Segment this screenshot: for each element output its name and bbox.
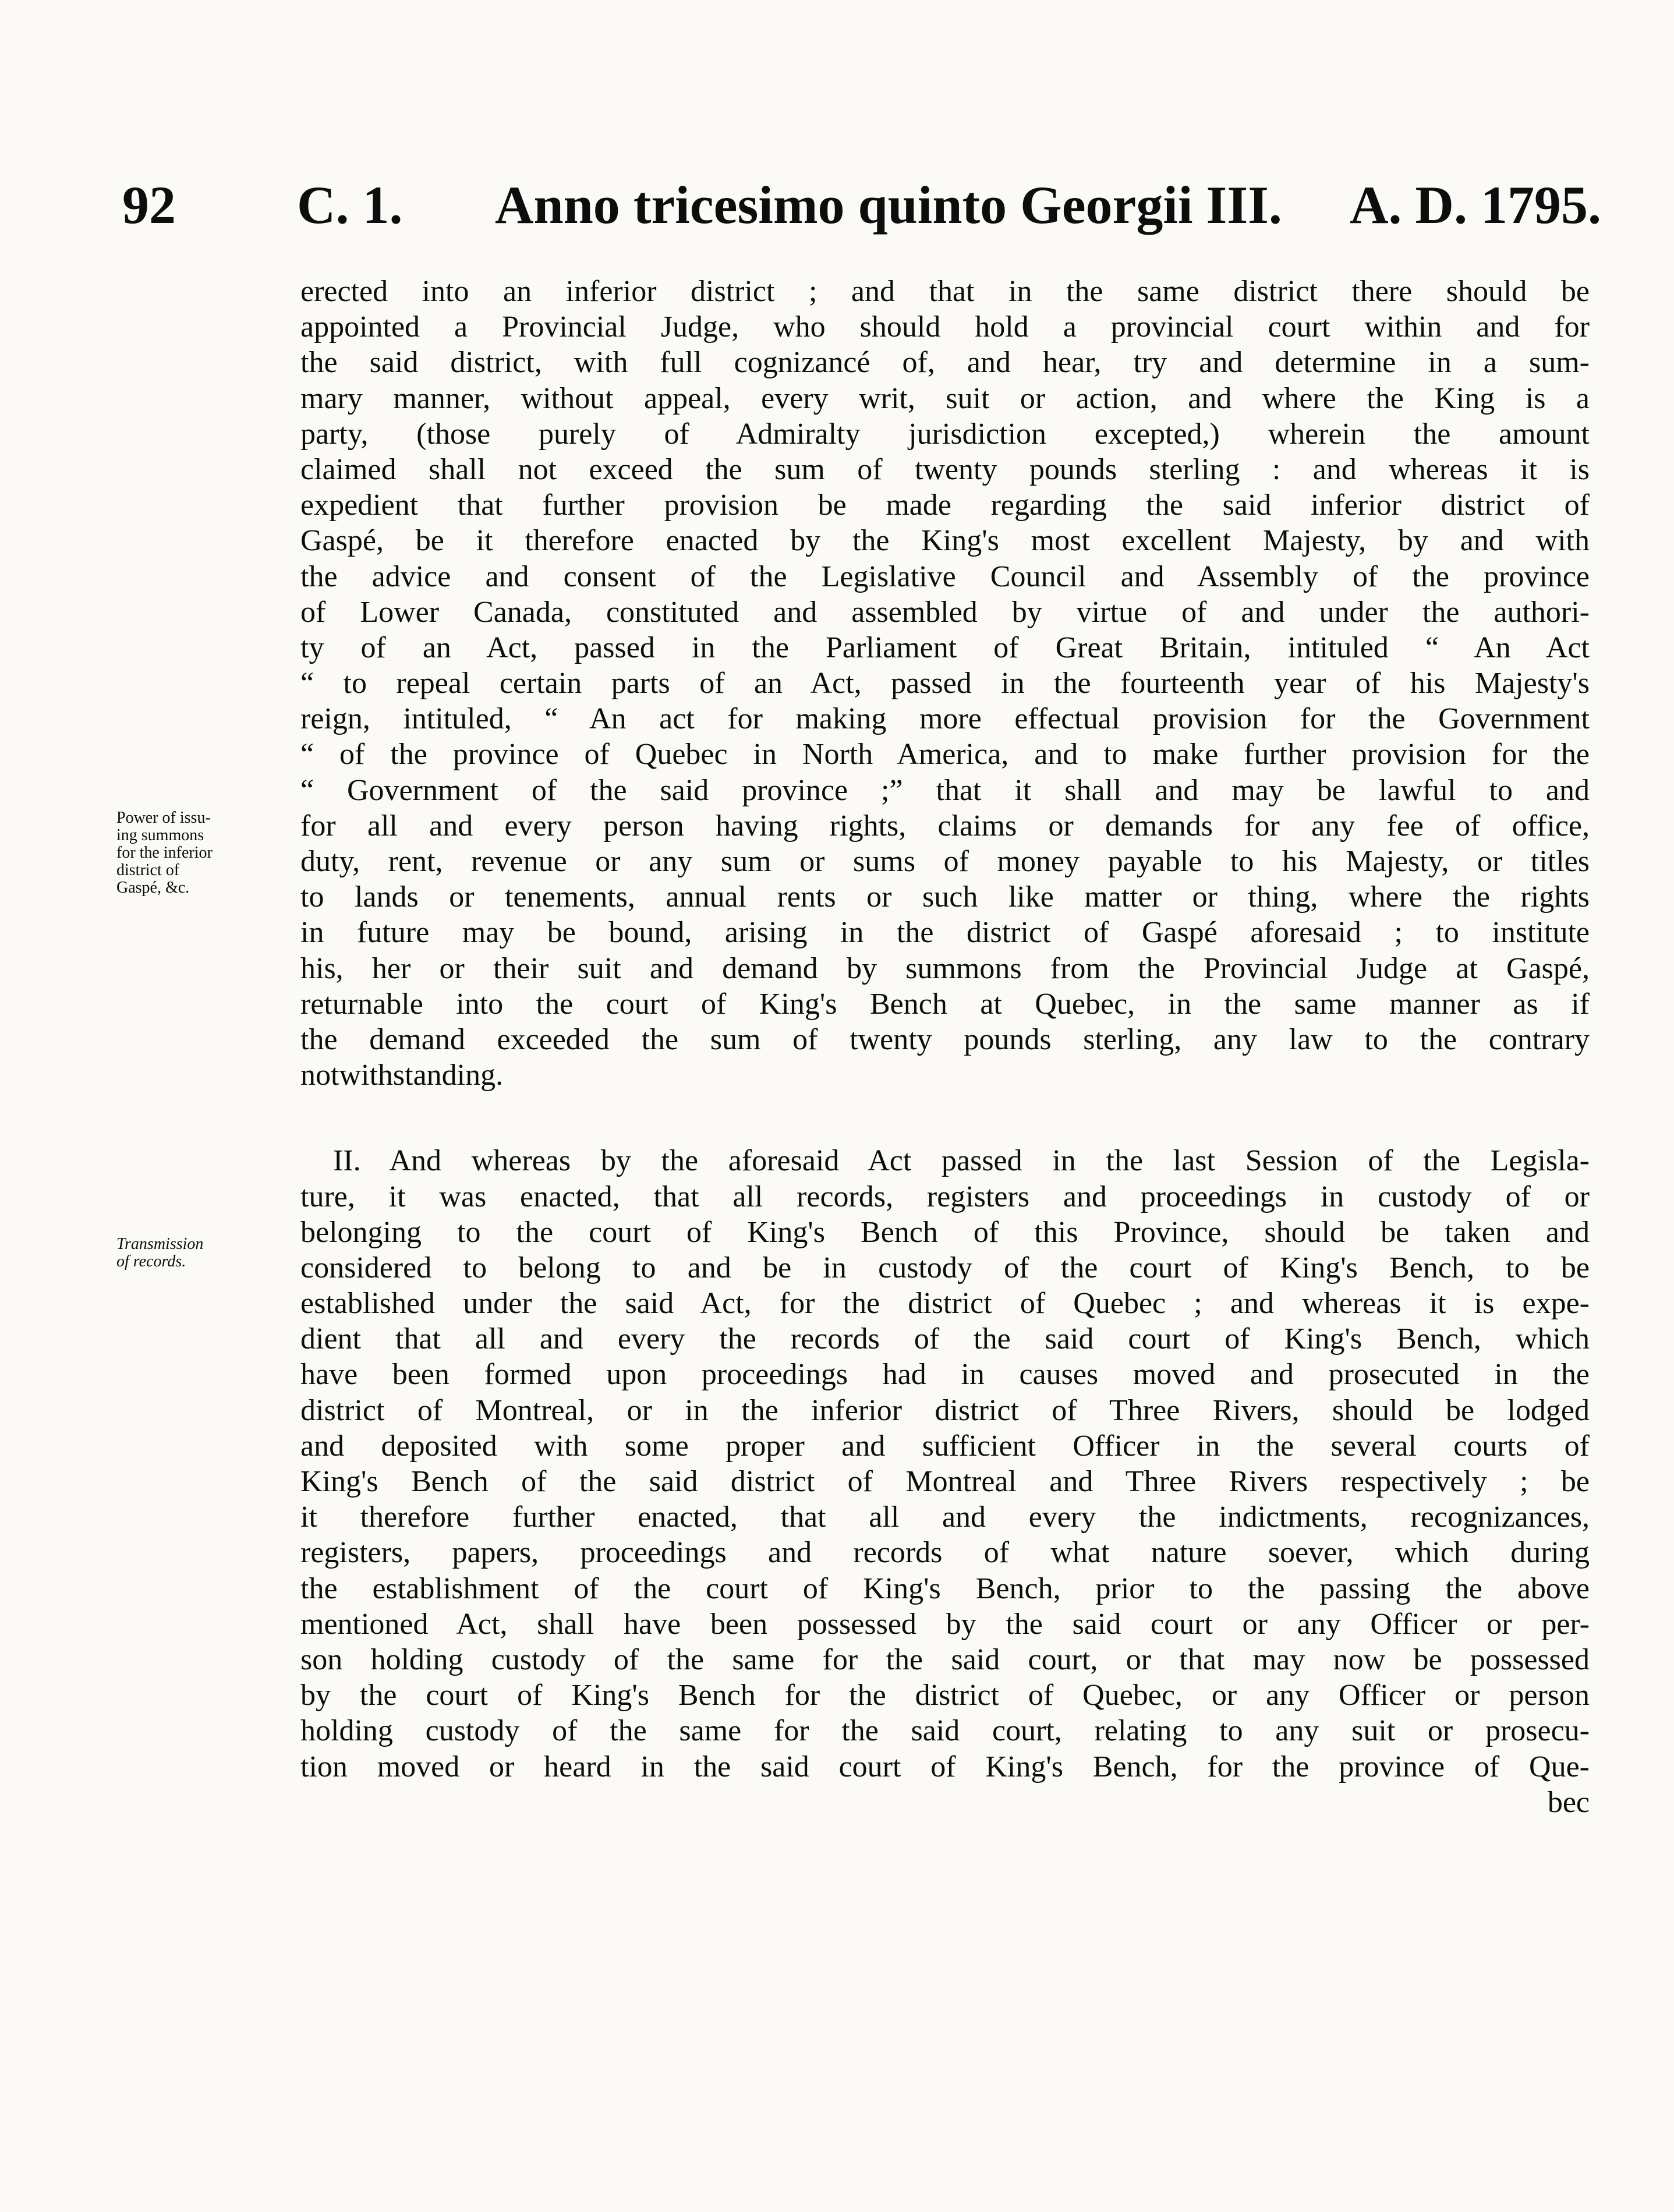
text-line: and deposited with some proper and sufficient Officer in the several courts of bbox=[300, 1429, 1590, 1463]
text-line: the establishment of the court of King's Bench, prior to the passing the above bbox=[300, 1572, 1590, 1605]
text-line: established under the said Act, for the district of Quebec ; and whereas it is expe- bbox=[300, 1287, 1590, 1321]
text-line: to lands or tenements, annual rents or such like matter or thing, where the rights bbox=[300, 880, 1590, 914]
text-line: of Lower Canada, constituted and assembled by virtue of and under the authori- bbox=[300, 595, 1590, 629]
text-line: for all and every person having rights, claims or demands for any fee of office, bbox=[300, 809, 1590, 843]
text-line: reign, intituled, “ An act for making more effectual provision for the Government bbox=[300, 702, 1590, 736]
side-note-gaspe-summons bbox=[116, 809, 291, 897]
text-line: II. And whereas by the aforesaid Act passed in the last Session of the Legisla- bbox=[333, 1144, 1590, 1178]
text-line: expedient that further provision be made regarding the said inferior district of bbox=[300, 489, 1590, 522]
text-line: son holding custody of the same for the said court, or that may now be possessed bbox=[300, 1643, 1590, 1676]
text-line: Gaspé, be it therefore enacted by the King's most excellent Majesty, by and with bbox=[300, 524, 1590, 558]
side-note-line: for the inferior bbox=[116, 844, 213, 862]
text-line: appointed a Provincial Judge, who should hold a provincial court within and for bbox=[300, 310, 1590, 344]
text-line: party, (those purely of Admiralty jurisdiction excepted,) wherein the amount bbox=[300, 417, 1590, 451]
text-line: returnable into the court of King's Bench at Quebec, in the same manner as if bbox=[300, 987, 1590, 1021]
text-line: “ Government of the said province ;” that it shall and may be lawful to and bbox=[300, 773, 1590, 807]
text-line: in future may be bound, arising in the district of Gaspé aforesaid ; to institute bbox=[300, 916, 1590, 950]
text-line: ty of an Act, passed in the Parliament of Great Britain, intituled “ An Act bbox=[300, 631, 1590, 664]
text-line: considered to belong to and be in custody of the court of King's Bench, to be bbox=[300, 1251, 1590, 1284]
text-line: belonging to the court of King's Bench of this Province, should be taken and bbox=[300, 1215, 1590, 1249]
text-line: erected into an inferior district ; and that in the same district there should be bbox=[300, 275, 1590, 308]
side-note-line: ing summons bbox=[116, 826, 204, 844]
text-line: duty, rent, revenue or any sum or sums of money payable to his Majesty, or titles bbox=[300, 845, 1590, 878]
text-line: the said district, with full cognizancé of, and hear, try and determine in a sum- bbox=[300, 346, 1590, 380]
side-note-line: district of bbox=[116, 861, 180, 879]
text-line: King's Bench of the said district of Montreal and Three Rivers respectively ; be bbox=[300, 1465, 1590, 1498]
text-line: tion moved or heard in the said court of King's Bench, for the province of Que- bbox=[300, 1750, 1590, 1783]
text-line: district of Montreal, or in the inferior district of Three Rivers, should be lodged bbox=[300, 1393, 1590, 1427]
running-header bbox=[122, 170, 1601, 240]
page-number: 92 bbox=[122, 175, 176, 235]
header-year: A. D. 1795. bbox=[1350, 175, 1601, 235]
catchword: bec bbox=[1547, 1785, 1590, 1819]
text-line: registers, papers, proceedings and records of what nature soever, which during bbox=[300, 1536, 1590, 1570]
side-note-line: Gaspé, &c. bbox=[116, 879, 190, 897]
paragraph-spacer bbox=[300, 1093, 1590, 1143]
text-line: mary manner, without appeal, every writ, suit or action, and where the King is a bbox=[300, 381, 1590, 415]
text-line: ture, it was enacted, that all records, registers and proceedings in custody of or bbox=[300, 1180, 1590, 1213]
body-text bbox=[300, 274, 1590, 1820]
side-note-line: of records. bbox=[116, 1252, 186, 1270]
text-line: the demand exceeded the sum of twenty pounds sterling, any law to the contrary bbox=[300, 1022, 1590, 1056]
paragraph-1 bbox=[300, 274, 1590, 1093]
text-line: holding custody of the same for the said court, relating to any suit or prosecu- bbox=[300, 1714, 1590, 1748]
text-line: his, her or their suit and demand by summons from the Provincial Judge at Gaspé, bbox=[300, 951, 1590, 985]
header-title: Anno tricesimo quinto Georgii III. bbox=[495, 175, 1282, 235]
text-line: mentioned Act, shall have been possessed by the said court or any Officer or per- bbox=[300, 1607, 1590, 1641]
text-line: dient that all and every the records of the said court of King's Bench, which bbox=[300, 1322, 1590, 1356]
text-line: “ to repeal certain parts of an Act, passed in the fourteenth year of his Majesty's bbox=[300, 667, 1590, 700]
text-line: claimed shall not exceed the sum of twenty pounds sterling : and whereas it is bbox=[300, 452, 1590, 486]
side-note-records-transmission bbox=[116, 1236, 291, 1270]
text-line: “ of the province of Quebec in North America, and to make further provision for the bbox=[300, 738, 1590, 771]
text-line: it therefore further enacted, that all and every the indictments, recognizances, bbox=[300, 1500, 1590, 1534]
text-line: notwithstanding. bbox=[300, 1059, 504, 1092]
side-note-line: Power of issu- bbox=[116, 809, 211, 827]
text-line: the advice and consent of the Legislative Council and Assembly of the province bbox=[300, 560, 1590, 593]
text-line: by the court of King's Bench for the district of Quebec, or any Officer or person bbox=[300, 1679, 1590, 1712]
side-note-line: Transmission bbox=[116, 1235, 204, 1253]
text-line: have been formed upon proceedings had in causes moved and prosecuted in the bbox=[300, 1358, 1590, 1392]
chapter-number: C. 1. bbox=[297, 175, 403, 235]
paragraph-2 bbox=[300, 1143, 1590, 1820]
